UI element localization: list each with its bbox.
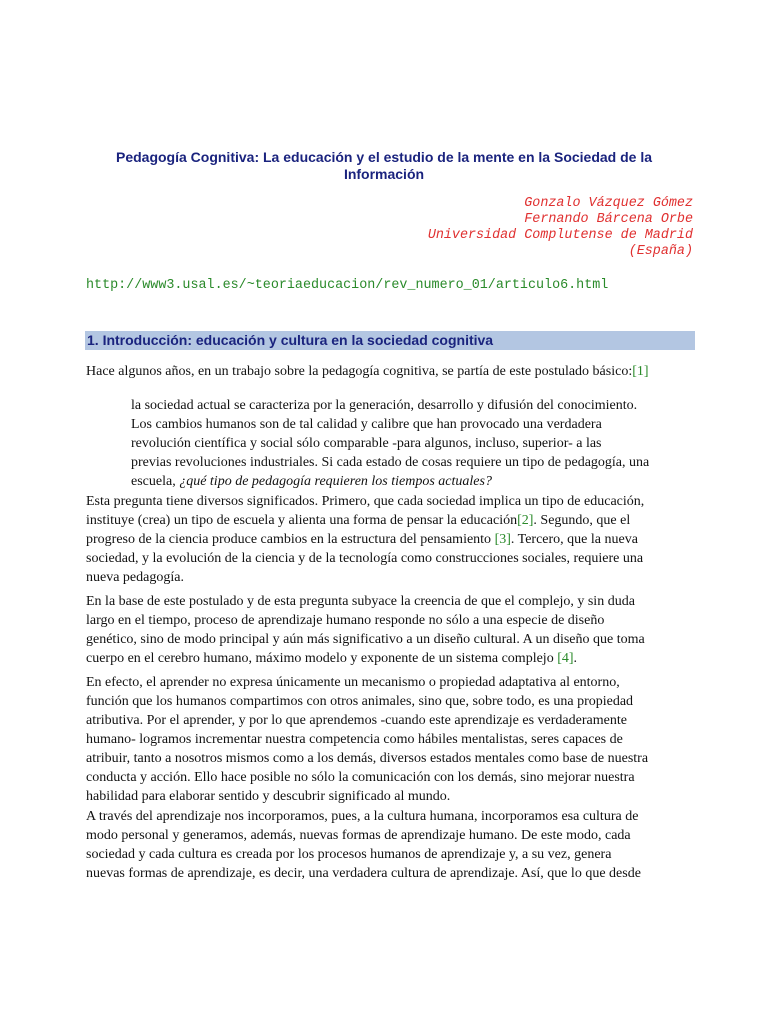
paragraph-1	[86, 492, 644, 587]
block-quote	[131, 396, 649, 491]
country: (España)	[628, 244, 693, 259]
text-line	[86, 530, 644, 549]
paragraph-4	[86, 807, 641, 883]
text-line: conducta y acción. Ello hace posible no sólo la comunicación con los demás, sino mejorar nuestra	[86, 770, 635, 785]
paragraph-3	[86, 673, 648, 806]
section-heading: 1. Introducción: educación y cultura en la sociedad cognitiva	[85, 331, 695, 350]
text-segment: cuerpo en el cerebro humano, máximo modelo y exponente de un sistema complejo	[86, 651, 558, 666]
text-line: revolución científica y social sólo comparable -para algunos, incluso, superior- a las	[131, 436, 602, 451]
text-line: modo personal y generamos, además, nuevas formas de aprendizaje humano. De este modo, cada	[86, 828, 631, 843]
paragraph-2	[86, 592, 645, 668]
footnote-ref-2[interactable]: [2]	[517, 513, 534, 528]
text-line	[86, 511, 644, 530]
text-line: sociedad, y la evolución de la ciencia y de la tecnología como construcciones sociales, requiere una	[86, 551, 644, 566]
text-line: función que los humanos compartimos con otros animales, sino que, sobre todo, es una propiedad	[86, 694, 634, 709]
text-line: nueva pedagogía.	[86, 570, 184, 585]
text-line: A través del aprendizaje nos incorporamos, pues, a la cultura humana, incorporamos esa cultura de	[86, 809, 639, 824]
text-line: humano- logramos incrementar nuestra competencia como hábiles mentalistas, seres capaces de	[86, 732, 623, 747]
text-line: genético, sino de modo principal y aún más significativo a un diseño cultural. A un diseño que toma	[86, 632, 645, 647]
title-line-2: Información	[343, 166, 425, 182]
author-2: Fernando Bárcena Orbe	[524, 212, 693, 227]
text-line	[131, 472, 649, 491]
title-line-1: Pedagogía Cognitiva: La educación y el estudio de la mente en la Sociedad de la	[115, 149, 653, 165]
text-line: En efecto, el aprender no expresa únicamente un mecanismo o propiedad adaptativa al entorno,	[86, 675, 620, 690]
quote-text: escuela,	[131, 474, 180, 489]
footnote-ref-3[interactable]: [3]	[494, 532, 511, 547]
text-segment: . Segundo, que el	[533, 513, 631, 528]
intro-paragraph	[86, 362, 649, 381]
text-segment: instituye (crea) un tipo de escuela y alienta una forma de pensar la educación	[86, 513, 518, 528]
source-url-link[interactable]: http://www3.usal.es/~teoriaeducacion/rev_numero_01/articulo6.html	[86, 278, 609, 293]
text-line: En la base de este postulado y de esta pregunta subyace la creencia de que el complejo, y sin duda	[86, 594, 635, 609]
text-line: largo en el tiempo, proceso de aprendizaje humano responde no sólo a una especie de diseño	[86, 613, 605, 628]
footnote-ref-1[interactable]: [1]	[632, 364, 649, 379]
text-segment: .	[573, 651, 578, 666]
footnote-ref-4[interactable]: [4]	[557, 651, 574, 666]
text-segment: . Tercero, que la nueva	[510, 532, 638, 547]
text-segment: progreso de la ciencia produce cambios en la estructura del pensamiento	[86, 532, 495, 547]
document-title	[90, 149, 678, 183]
text-line: atribuir, tanto a nosotros mismos como a los demás, diversos estados mentales como base de nuestra	[86, 751, 649, 766]
text-line	[86, 649, 645, 668]
text-line: Los cambios humanos son de tal calidad y calibre que han provocado una verdadera	[131, 417, 602, 432]
text-line	[86, 362, 649, 381]
text-line: nuevas formas de aprendizaje, es decir, una verdadera cultura de aprendizaje. Así, que lo que desde	[86, 866, 641, 881]
text-line: Esta pregunta tiene diversos significados. Primero, que cada sociedad implica un tipo de educación,	[86, 494, 645, 509]
intro-text: Hace algunos años, en un trabajo sobre la pedagogía cognitiva, se partía de este postulado básico:	[86, 364, 633, 379]
text-line: previas revoluciones industriales. Si cada estado de cosas requiere un tipo de pedagogía, una	[131, 455, 650, 470]
text-line: sociedad y cada cultura es creada por los procesos humanos de aprendizaje y, a su vez, genera	[86, 847, 612, 862]
text-line: habilidad para elaborar sentido y descubrir significado al mundo.	[86, 789, 451, 804]
text-line: la sociedad actual se caracteriza por la generación, desarrollo y difusión del conocimiento.	[131, 398, 638, 413]
author-block	[428, 196, 693, 260]
quote-question: ¿qué tipo de pedagogía requieren los tiempos actuales?	[179, 474, 492, 489]
author-1: Gonzalo Vázquez Gómez	[524, 196, 693, 211]
text-line: atributiva. Por el aprender, y por lo que aprendemos -cuando este aprendizaje es verdaderamente	[86, 713, 627, 728]
affiliation: Universidad Complutense de Madrid	[427, 228, 693, 243]
